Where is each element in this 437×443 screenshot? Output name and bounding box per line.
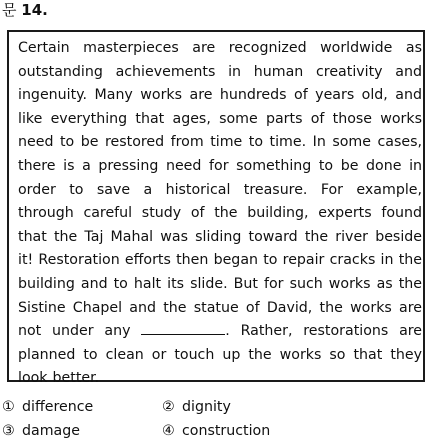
choice-4-text: construction [182, 423, 271, 439]
passage-box [7, 30, 425, 387]
choice-3-text: damage [22, 423, 80, 439]
question-label: 문 [2, 1, 17, 19]
choice-3-mark: ③ [2, 423, 15, 439]
choice-2-mark: ② [162, 399, 175, 415]
passage-before-blank: Certain masterpieces are recognized worldwide as outstanding achievements in human creativity and ingenuity. Many works are hundreds of years old, and like everything that ages, some parts of those works need to be restored from time to time. In some cases, there is a pressing need for something to be done in order to save a historical treasure. For example, through careful study of the building, experts found that the Taj Mahal was sliding toward the river beside it! Restoration efforts then began to repair cracks in the building and to halt its slide. But for such works as the Sistine Chapel and the statue of David, the works are not under any [18, 40, 422, 340]
choice-4[interactable] [162, 419, 270, 443]
choice-1-mark: ① [2, 399, 15, 415]
passage-text [18, 37, 422, 391]
passage-after-blank: . Rather, restorations are planned to clean or touch up the works so that they look better. [18, 323, 423, 387]
question-number-value: 14. [21, 1, 48, 19]
question-number [2, 1, 48, 19]
answer-blank [141, 320, 225, 335]
choice-1[interactable] [2, 395, 93, 419]
choice-2-text: dignity [182, 399, 231, 415]
choice-3[interactable] [2, 419, 80, 443]
choice-4-mark: ④ [162, 423, 175, 439]
choice-2[interactable] [162, 395, 231, 419]
choice-1-text: difference [22, 399, 94, 415]
